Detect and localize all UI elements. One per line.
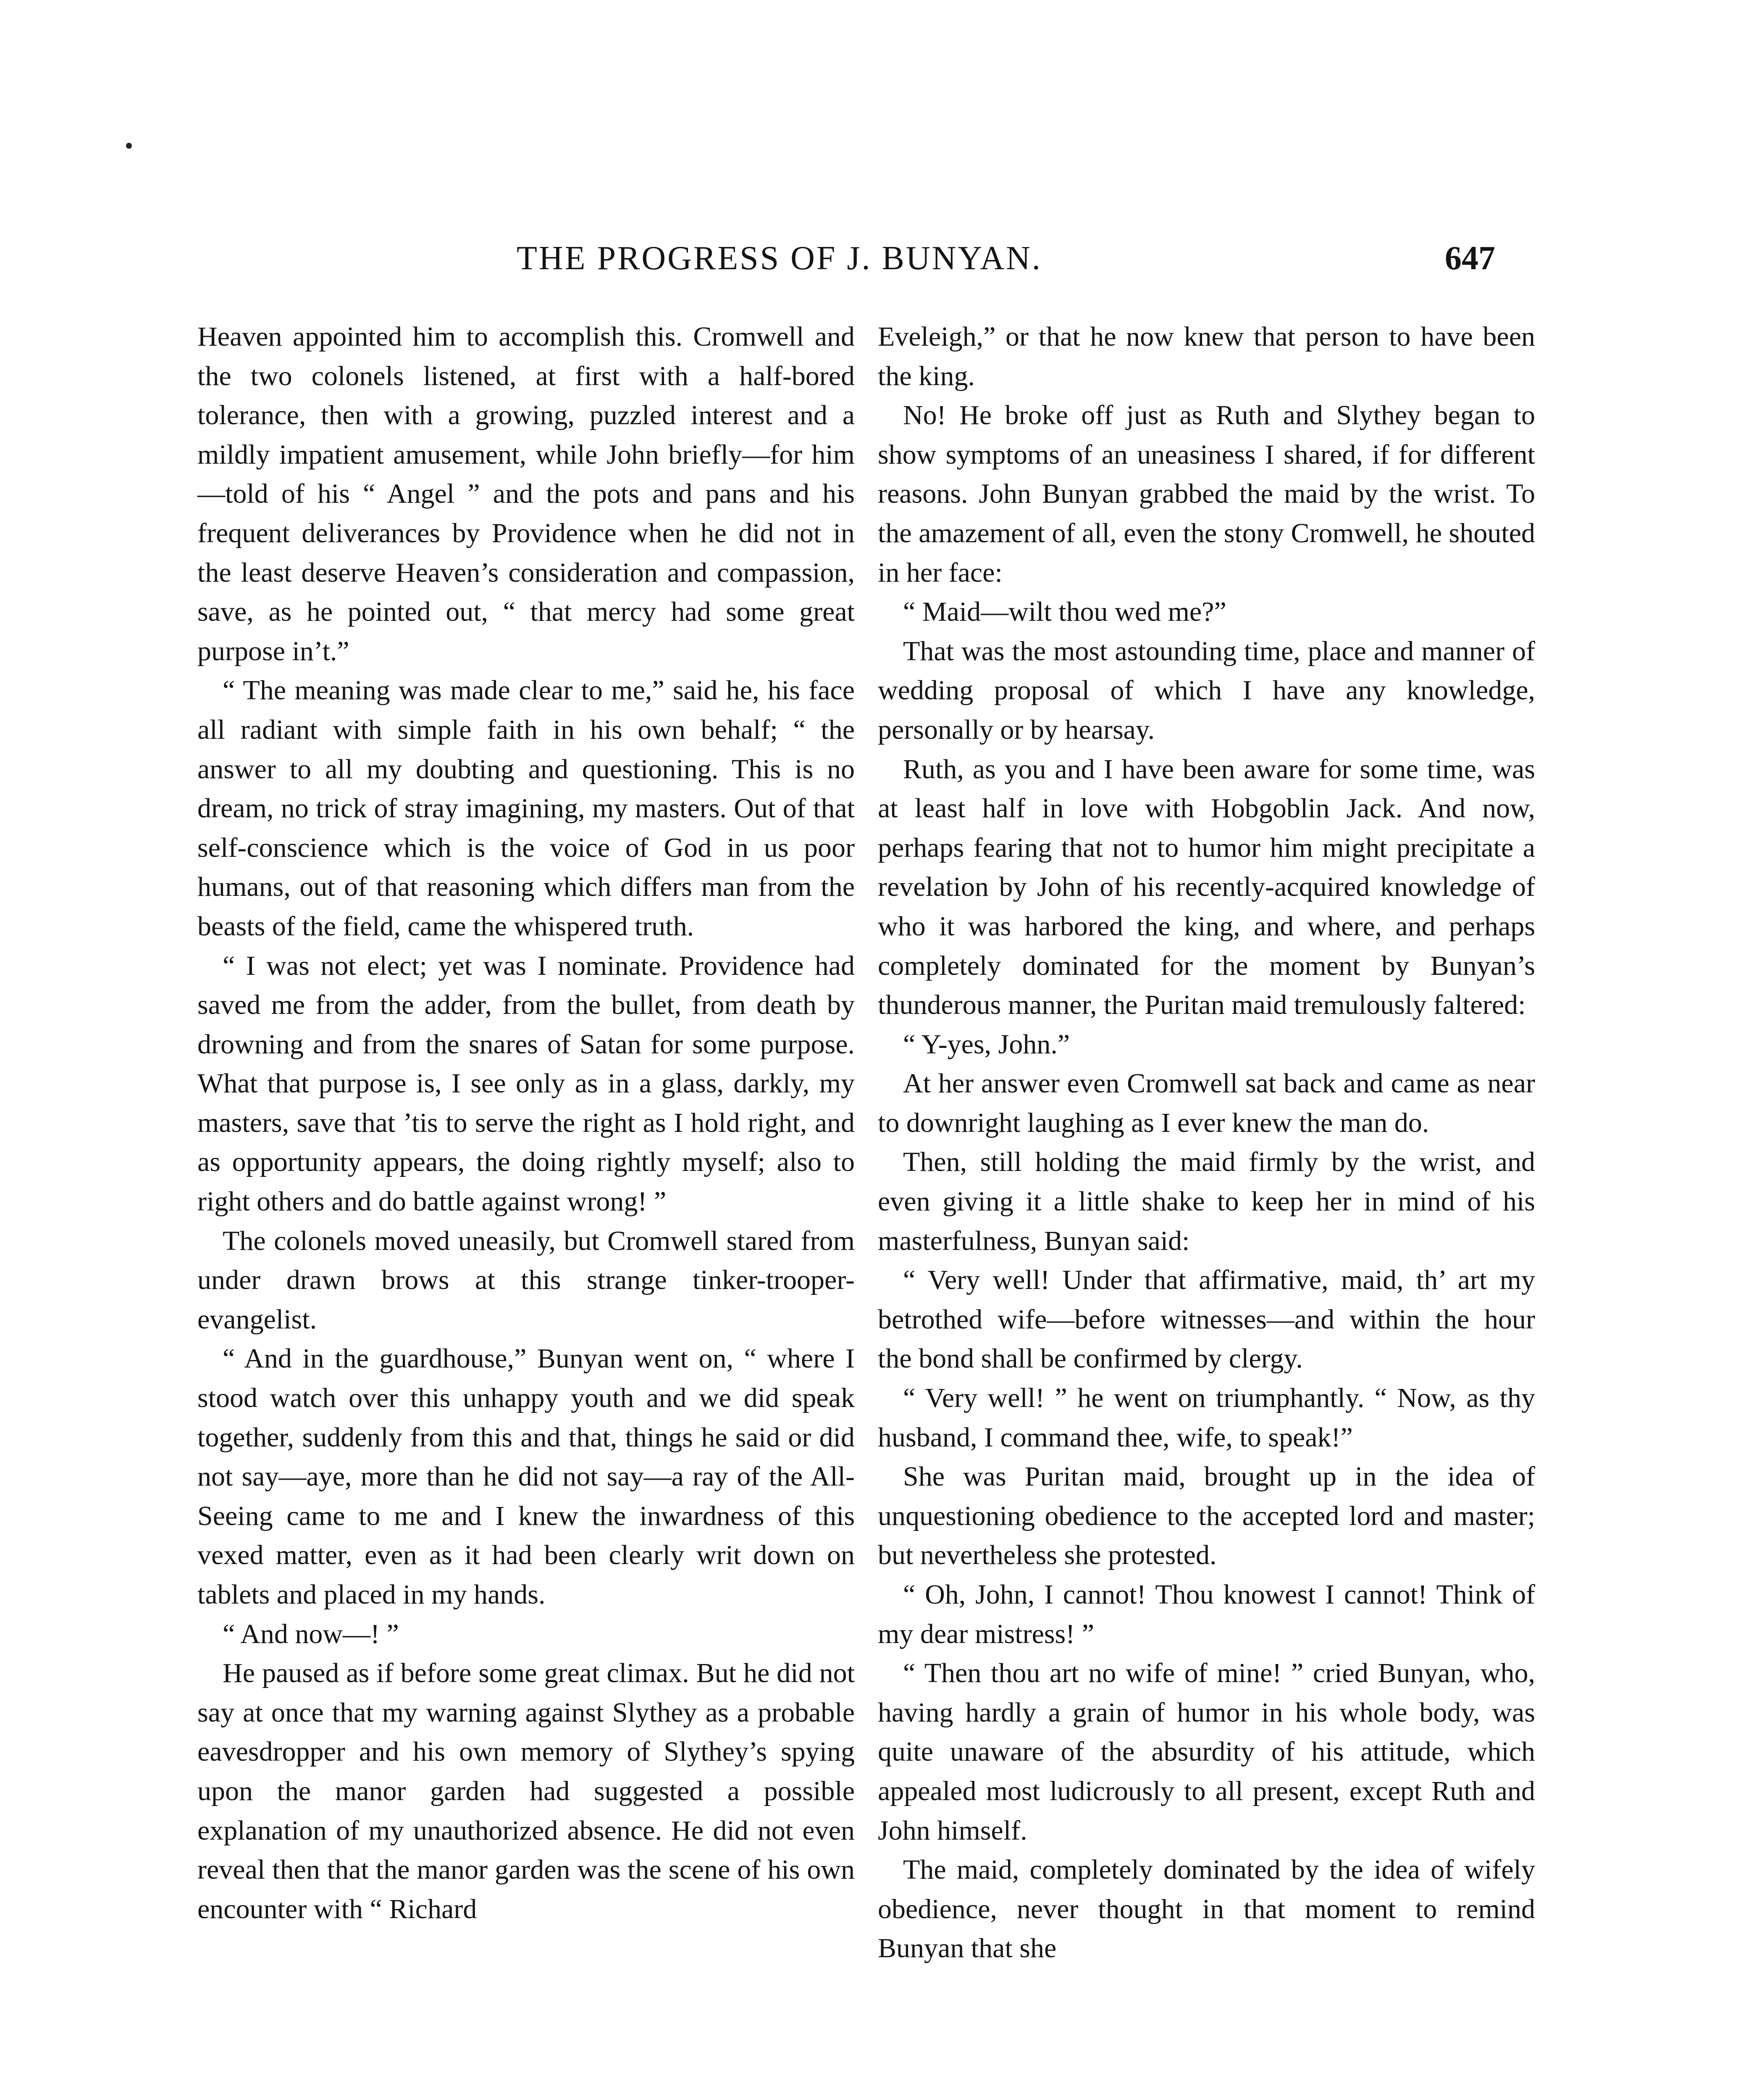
running-title: THE PROGRESS OF J. BUNYAN. bbox=[517, 240, 1042, 277]
left-column bbox=[197, 317, 855, 1929]
paragraph: “ Very well! Under that affirmative, maid, th’ art my betrothed wife—before witnesses—and within the hour the bond shall be confirmed by clergy. bbox=[878, 1265, 1535, 1374]
paragraph: Then, still holding the maid firmly by the wrist, and even giving it a little shake to keep her in mind of his masterfulness, Bunyan said: bbox=[878, 1147, 1535, 1256]
paragraph: “ I was not elect; yet was I nominate. Providence had saved me from the adder, from the bullet, from death by drowning and from the snares of Satan for some purpose. What that purpose is, I see only as in a glass, darkly, my masters, save that ’tis to serve the right as I hold right, and as opportunity appears, the doing rightly myself; also to right others and do battle against wrong! ” bbox=[197, 950, 855, 1217]
paragraph: The colonels moved uneasily, but Cromwell stared from under drawn brows at this strange tinker-trooper-evangelist. bbox=[197, 1225, 855, 1335]
paragraph: “ Then thou art no wife of mine! ” cried Bunyan, who, having hardly a grain of humor in his whole body, was quite unaware of the absurdity of his attitude, which appealed most ludicrously to all present, except Ruth and John himself. bbox=[878, 1658, 1535, 1846]
margin-speck bbox=[126, 143, 132, 149]
paragraph: Ruth, as you and I have been aware for some time, was at least half in love with Hobgoblin Jack. And now, perhaps fearing that not to humor him might precipitate a revelation by John of his recently-acquired knowledge of who it was harbored the king, and where, and perhaps completely dominated for the moment by Bunyan’s thunderous manner, the Puritan maid tremulously faltered: bbox=[878, 753, 1535, 1021]
paragraph: That was the most astounding time, place and manner of wedding proposal of which I have any knowledge, personally or by hearsay. bbox=[878, 635, 1535, 745]
paragraph: “ And now—! ” bbox=[223, 1618, 399, 1649]
paragraph: No! He broke off just as Ruth and Slythey began to show symptoms of an uneasiness I shared, if for different reasons. John Bunyan grabbed the maid by the wrist. To the amazement of all, even the stony Cromwell, he shouted in her face: bbox=[878, 400, 1535, 588]
paragraph: Eveleigh,” or that he now knew that person to have been the king. bbox=[878, 321, 1535, 391]
paragraph: “ The meaning was made clear to me,” said he, his face all radiant with simple faith in his own behalf; “ the answer to all my doubting and questioning. This is no dream, no trick of stray imagining, my masters. Out of that self-conscience which is the voice of God in us poor humans, out of that reasoning which differs man from the beasts of the field, came the whispered truth. bbox=[197, 675, 855, 942]
page-number: 647 bbox=[1445, 240, 1495, 277]
paragraph: The maid, completely dominated by the idea of wifely obedience, never thought in that moment to remind Bunyan that she bbox=[878, 1854, 1535, 1964]
paragraph: Heaven appointed him to accomplish this. Cromwell and the two colonels listened, at first with a half-bored tolerance, then with a growing, puzzled interest and a mildly impatient amusement, while John briefly—for him—told of his “ Angel ” and the pots and pans and his frequent deliverances by Providence when he did not in the least deserve Heaven’s consideration and compassion, save, as he pointed out, “ that mercy had some great purpose in’t.” bbox=[197, 321, 855, 667]
paragraph: He paused as if before some great climax. But he did not say at once that my warning against Slythey as a probable eavesdropper and his own memory of Slythey’s spying upon the manor garden had suggested a possible explanation of my unauthorized absence. He did not even reveal then that the manor garden was the scene of his own encounter with “ Richard bbox=[197, 1658, 855, 1924]
paragraph: “ And in the guardhouse,” Bunyan went on, “ where I stood watch over this unhappy youth and we did speak together, suddenly from this and that, things he said or did not say—aye, more than he did not say—a ray of the All-Seeing came to me and I knew the inwardness of this vexed matter, even as it had been clearly writ down on tablets and placed in my hands. bbox=[197, 1343, 855, 1610]
paragraph: She was Puritan maid, brought up in the idea of unquestioning obedience to the accepted lord and master; but nevertheless she protested. bbox=[878, 1461, 1535, 1571]
paragraph: “ Very well! ” he went on triumphantly. “ Now, as thy husband, I command thee, wife, to speak!” bbox=[878, 1383, 1535, 1453]
paragraph: At her answer even Cromwell sat back and came as near to downright laughing as I ever knew the man do. bbox=[878, 1068, 1535, 1138]
right-column bbox=[878, 317, 1535, 1968]
paragraph: “ Maid—wilt thou wed me?” bbox=[903, 596, 1226, 627]
paragraph: “ Y-yes, John.” bbox=[903, 1029, 1070, 1060]
paragraph: “ Oh, John, I cannot! Thou knowest I cannot! Think of my dear mistress! ” bbox=[878, 1579, 1535, 1649]
